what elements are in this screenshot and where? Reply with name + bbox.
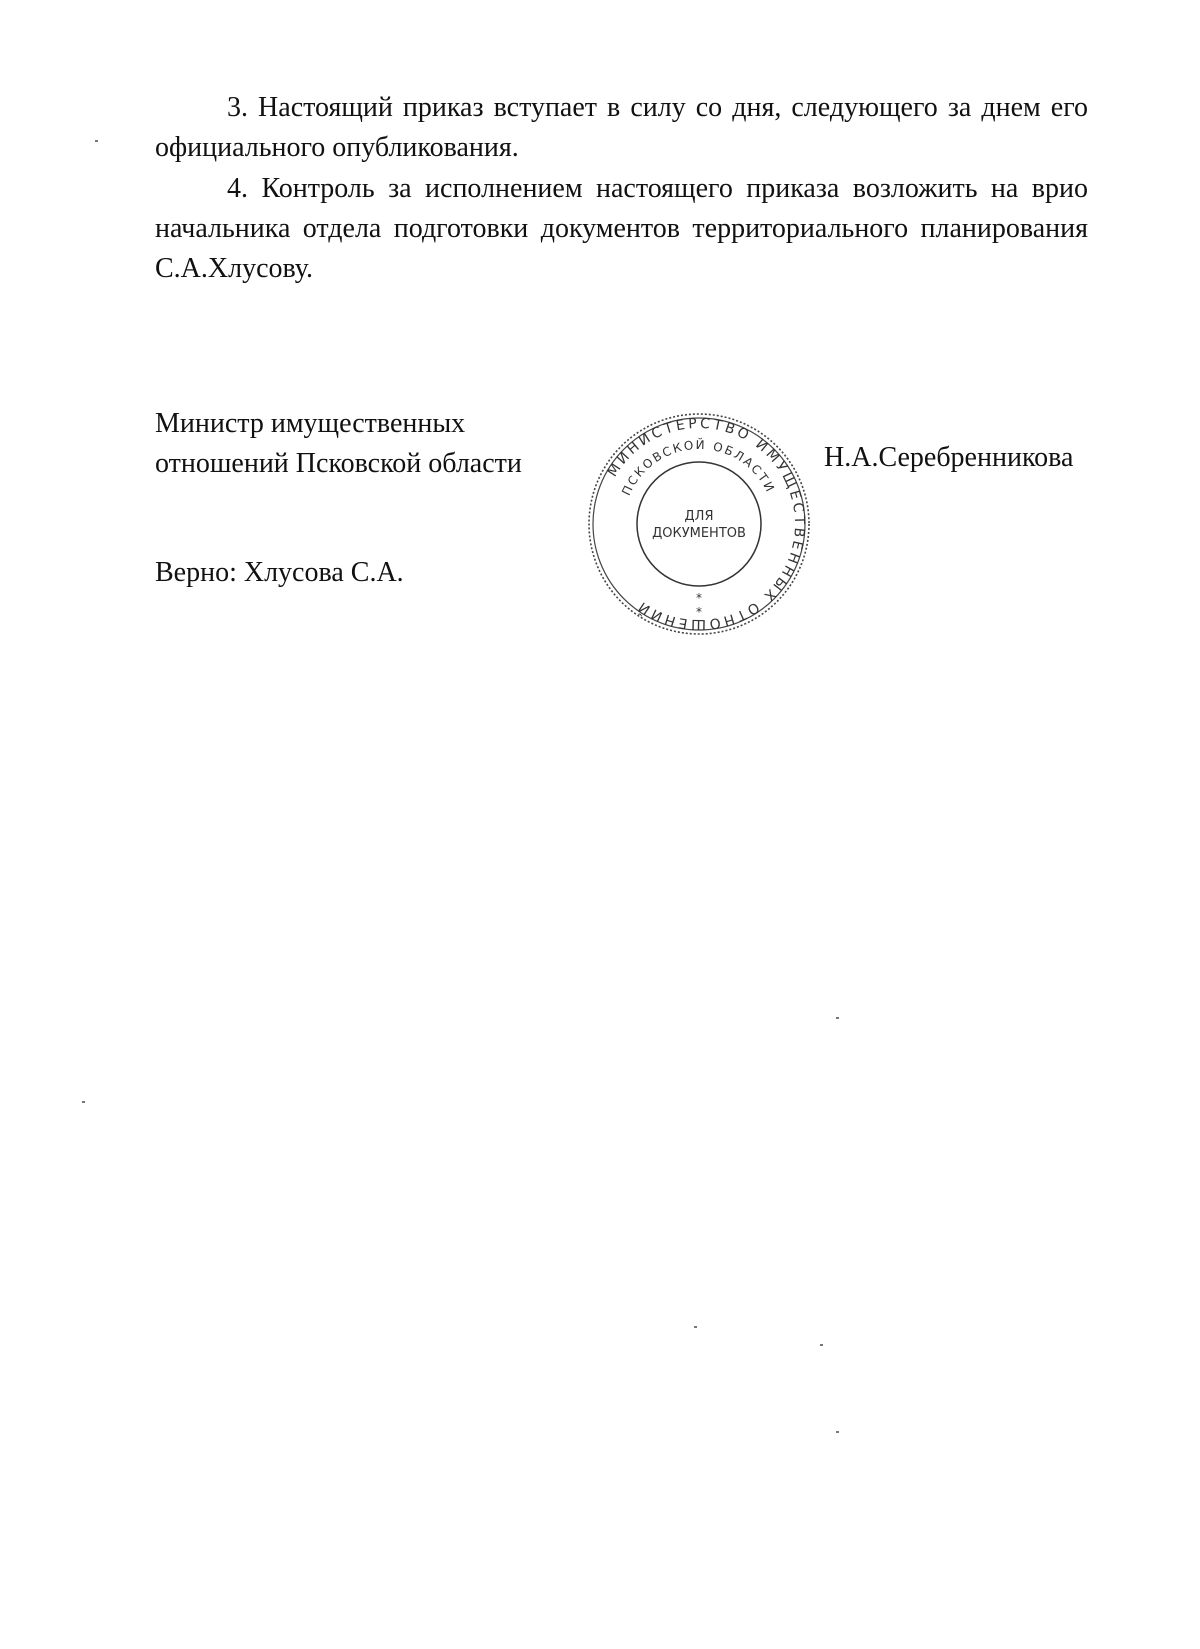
seal-star-2: * — [696, 605, 702, 619]
scan-speck — [95, 140, 98, 142]
signer-title-line-2: отношений Псковской области — [155, 448, 522, 479]
scan-speck — [836, 1017, 839, 1019]
signer-title — [155, 404, 575, 484]
seal-inner-text: ПСКОВСКОЙ ОБЛАСТИ — [619, 437, 778, 498]
signer-title-line-1: Министр имущественных — [155, 408, 466, 439]
paragraph-4: 4. Контроль за исполнением настоящего приказа возложить на врио начальника отдела подготовки документов территориального планирования С.А.Хлусову. — [155, 173, 1088, 284]
certified-copy-note: Верно: Хлусова С.А. — [155, 557, 404, 588]
scan-speck — [820, 1344, 823, 1346]
scan-speck — [694, 1326, 697, 1328]
seal-center-line-2: ДОКУМЕНТОВ — [652, 526, 746, 541]
official-seal — [585, 410, 813, 638]
scan-speck — [836, 1431, 839, 1433]
paragraph-3: 3. Настоящий приказ вступает в силу со дня, следующего за днем его официального опубликования. — [155, 92, 1088, 163]
seal-outer-text: МИНИСТЕРСТВО ИМУЩЕСТВЕННЫХ ОТНОШЕНИЙ — [604, 415, 808, 633]
scan-speck — [82, 1101, 85, 1103]
seal-center-line-1: ДЛЯ — [684, 509, 714, 524]
seal-star-1: * — [696, 591, 702, 605]
seal-graphic — [585, 410, 813, 638]
signer-name: Н.А.Серебренникова — [824, 442, 1074, 473]
